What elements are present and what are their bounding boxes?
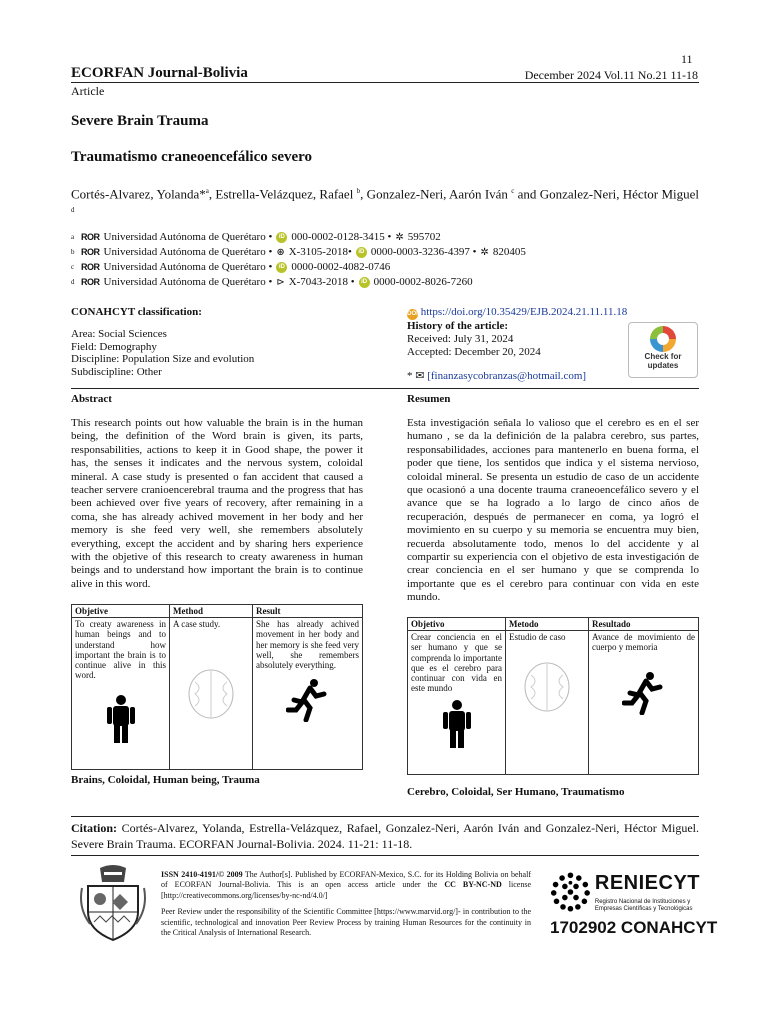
page-number: 11 [681, 52, 693, 66]
running-person-icon [592, 671, 695, 715]
orcid-icon: iD [276, 262, 287, 273]
running-person-icon [256, 678, 359, 722]
summary-table-es [407, 617, 699, 775]
orcid-icon: iD [359, 277, 370, 288]
discipline-label: Discipline: Population Size and evolution [71, 353, 255, 365]
orcid-icon: iD [276, 232, 287, 243]
classification-heading: CONAHCYT classification: [71, 306, 202, 318]
table-cell: She has already achived movement in her body and her memory is she feed very well, she remembers absolutely everything. [256, 619, 359, 671]
researcherid-icon: ⊳ [276, 276, 285, 288]
ecorfan-crest-logo [80, 864, 146, 944]
brain-icon [173, 667, 249, 721]
subdiscipline-label: Subdiscipline: Other [71, 366, 162, 378]
table-header: Objetivo [408, 618, 506, 631]
field-label: Field: Demography [71, 341, 157, 353]
keywords-spanish: Cerebro, Coloidal, Ser Humano, Traumatismo [407, 786, 625, 798]
area-label: Area: Social Sciences [71, 328, 167, 340]
keywords-english: Brains, Coloidal, Human being, Trauma [71, 774, 260, 786]
header-rule [71, 82, 699, 83]
resumen-text: Esta investigación señala lo valioso que el cerebro es en el ser humano , se da la definición de la palabra cerebro, sus partes, responsabilidades, acciones para mantenerlo en buena forma, el poder que tiene, los sentidos que indica y el sistema nervioso, coloidal mineral. Se presenta un estudio de caso de un accidente que ocasionó a una docente trauma craneoencefálico severo y el avance que se ha logrado a lo largo de cinco años de recuperación, después de permanecer en coma, ya logró el movimiento en su cuerpo y su memoria se encuentra muy bien, recuerda absolutamente todo, menos lo del accidente y al compartir su experiencia con el objetivo de esta investigación de crear conciencia en el ser humano y que se comprenda lo importante que es el cerebro para continuar con vida en este mundo. [407, 417, 699, 604]
resumen-heading: Resumen [407, 393, 451, 405]
reniecyt-dots-icon [550, 870, 591, 914]
conahcyt-label: CONAHCYT [620, 918, 718, 937]
title-spanish: Traumatismo craneoencefálico severo [71, 149, 313, 165]
table-cell: Crear conciencia en el ser humano y que se comprenda lo importante que es el cerebro para continuar con vida en este mundo [411, 632, 502, 694]
table-header: Objetive [72, 605, 170, 618]
brain-icon [509, 660, 585, 714]
abstract-heading: Abstract [71, 393, 112, 405]
orcid-link[interactable]: 0000-0002-4082-0746 [291, 261, 391, 273]
table-cell: Avance de movimiento de cuerpo y memoria [592, 632, 695, 653]
doi-icon: DOI [407, 309, 418, 320]
abstract-text: This research points out how valuable the brain is in the human being, the definition of the Word brain is given, its parts, responsabilities, actions to keep it in Good shape, the power it has, the senses it indicates and the nervous system, coloidal mineral. A case study is presented o fan accident that caused a teacher servere cranioencerebral trauma and the progress that has been achieved over five years of recovery, after remaining in a coma, she has already achived movement in her body and her memory is she feed very well, she remembers absolutely everything, except the accident and by sharing hers experience with the objetive of this research to creaty awareness in human beings and to understand how important the brain is to continue alive in this word. [71, 417, 363, 590]
table-header: Result [253, 605, 363, 618]
researcherid-icon: ⊛ [276, 246, 285, 258]
person-icon [75, 694, 166, 744]
mail-icon: ✉ [415, 370, 425, 382]
affiliation-d: d ROR Universidad Autónoma de Querétaro • ⊳ X-7043-2018 • iD 0000-0002-8026-7260 [71, 276, 473, 288]
affiliation-c: c ROR Universidad Autónoma de Querétaro • iD 0000-0002-4082-0746 [71, 261, 391, 273]
reniecyt-logo: RENIECYT Registro Nacional de Instituciones y Empresas Científicas y Tecnológicas 1702902 CONAHCYT [550, 871, 718, 937]
table-header: Method [170, 605, 253, 618]
ror-icon: ROR [81, 247, 100, 257]
authors: Cortés-Alvarez, Yolanda*$^a$, Estrella-Velázquez, Rafael $^b$, Gonzalez-Neri, Aarón Iván $^c$ and Gonzalez-Neri, Héctor Miguel $^d$ [71, 186, 699, 215]
check-for-updates-badge[interactable]: Check for updates [628, 322, 698, 378]
check-updates-icon [650, 326, 676, 352]
title-english: Severe Brain Trauma [71, 113, 209, 129]
table-header: Metodo [506, 618, 589, 631]
license-notice: ISSN 2410-4191/© 2009 The Author[s]. Published by ECORFAN-Mexico, S.C. for its Holding Bolivia on behalf of ECORFAN Journal-Bolivia. This is an open access article under the CC BY-NC-ND license [http://creativecommons.org/licenses/by-nc-nd/4.0/] Peer Review under the responsibility of the Scientific Committee [https://www.marvid.org/]- in contribution to the scientific, technological and innovation Peer Review Process by training Human Resources for the continuity in the Critical Analysis of International Research. [161, 870, 531, 938]
table-cell: A case study. [173, 619, 221, 630]
journal-name: ECORFAN Journal-Bolivia [71, 65, 248, 81]
email-link[interactable]: * ✉ [finanzasycobranzas@hotmail.com] [407, 370, 587, 382]
issue-info: December 2024 Vol.11 No.21 11-18 [524, 68, 698, 82]
section-rule [71, 388, 699, 389]
citation-bottom-rule [71, 855, 699, 856]
orcid-link[interactable]: 000-0002-0128-3415 • [291, 231, 392, 243]
person-icon [411, 699, 502, 749]
ror-icon: ROR [81, 232, 100, 242]
table-header: Resultado [589, 618, 699, 631]
affiliation-b: b ROR Universidad Autónoma de Querétaro • ⊛ X-3105-2018• iD 0000-0003-3236-4397 • ✲ 820405 [71, 246, 526, 258]
ror-icon: ROR [81, 277, 100, 287]
cvu-icon: ✲ [480, 246, 489, 258]
reniecyt-number: 1702902 [550, 918, 617, 937]
citation: Citation: Cortés-Alvarez, Yolanda, Estrella-Velázquez, Rafael, Gonzalez-Neri, Aarón Iván and Gonzalez-Neri, Héctor Miguel. Severe Brain Trauma. ECORFAN Journal-Bolivia. 2024. 11-21: 11-18. [71, 821, 699, 851]
affiliation-a: a ROR Universidad Autónoma de Querétaro • iD 000-0002-0128-3415 • ✲ 595702 [71, 231, 441, 243]
summary-table-en [71, 604, 363, 770]
ror-icon: ROR [81, 262, 100, 272]
cvu-icon: ✲ [395, 231, 404, 243]
orcid-link[interactable]: 0000-0003-3236-4397 • [370, 246, 477, 258]
article-history: History of the article: Received: July 31, 2024 Accepted: December 20, 2024 [407, 320, 541, 358]
citation-rule [71, 816, 699, 817]
orcid-icon: iD [356, 247, 367, 258]
orcid-link[interactable]: 0000-0002-8026-7260 [373, 276, 473, 288]
article-type: Article [71, 84, 105, 98]
table-cell: Estudio de caso [509, 632, 566, 643]
doi-link[interactable]: DOI https://doi.org/10.35429/EJB.2024.21.11.11.18 [407, 306, 628, 318]
table-cell: To creaty awareness in human beings and to understand how important the brain is to continue alive in this word. [75, 619, 166, 681]
